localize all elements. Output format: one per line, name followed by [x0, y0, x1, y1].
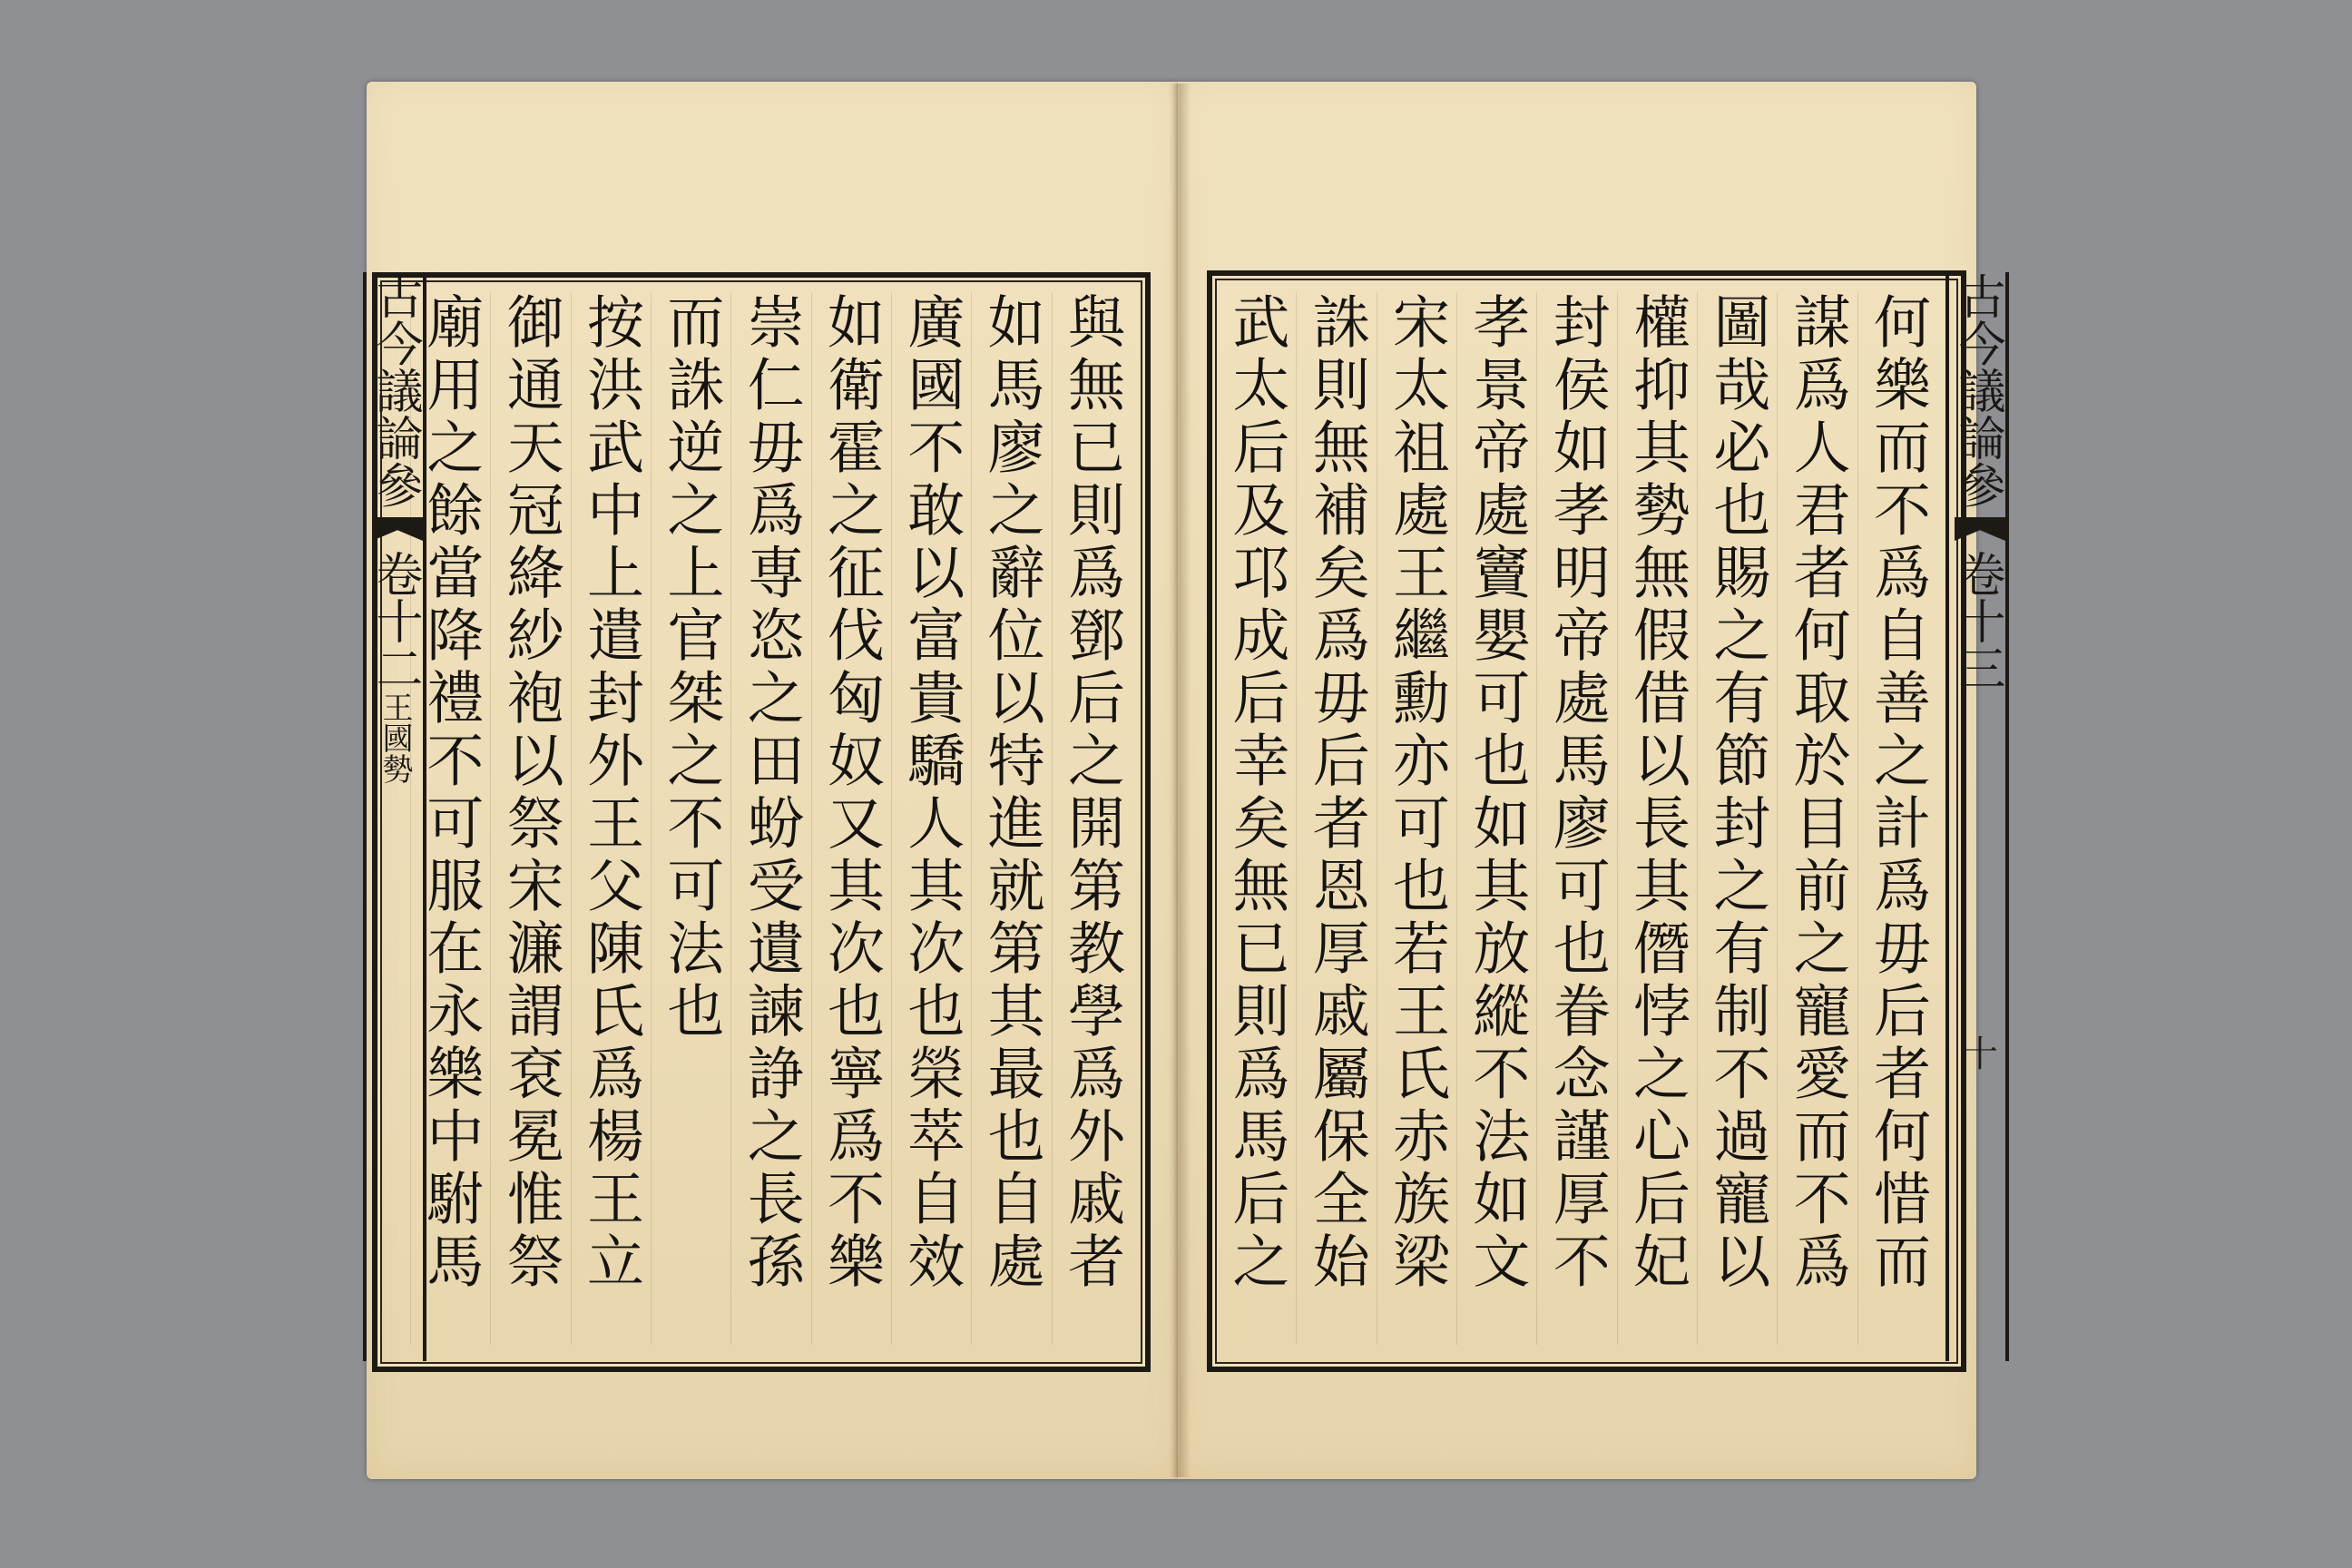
text-column: 御通天冠絳紗袍以祭宋濂謂袞冕惟祭 — [490, 292, 570, 1345]
right-text-columns — [1216, 292, 1937, 1345]
text-column: 孝景帝處竇嬰可也如其放縱不法如文 — [1456, 292, 1536, 1345]
text-column: 權抑其勢無假借以長其僭悖之心后妃 — [1617, 292, 1697, 1345]
text-column: 宋太祖處王繼勳亦可也若王氏赤族梁 — [1377, 292, 1456, 1345]
text-column: 廟用之餘當降禮不可服在永樂中駙馬 — [410, 292, 490, 1345]
right-margin-column — [1945, 272, 2009, 1361]
fishtail-mark-icon — [1955, 517, 2005, 541]
right-margin-title: 古今議論參 — [1950, 272, 2004, 508]
text-column: 圖哉必也賜之有節封之有制不過寵以 — [1697, 292, 1777, 1345]
text-column: 而誅逆之上官桀之不可法也 — [651, 292, 730, 1345]
text-column: 武太后及邛成后幸矣無已則爲馬后之 — [1216, 292, 1296, 1345]
text-column: 崇仁毋爲専恣之田蚡受遺諫諍之長孫 — [730, 292, 810, 1345]
left-margin-section: 王國勢 — [377, 691, 413, 784]
left-text-columns — [410, 292, 1132, 1345]
page-number: 十 — [1962, 1034, 1998, 1075]
book-spine — [1169, 83, 1191, 1477]
text-column: 何樂而不爲自善之計爲毋后者何惜而 — [1857, 292, 1937, 1345]
text-column: 謀爲人君者何取於目前之寵愛而不爲 — [1777, 292, 1857, 1345]
left-margin-volume: 卷十二 — [368, 550, 422, 691]
text-column: 廣國不敢以富貴驕人其次也榮萃自效 — [891, 292, 971, 1345]
text-column: 封侯如孝明帝處馬廖可也眷念謹厚不 — [1536, 292, 1616, 1345]
right-margin-volume: 卷十三 — [1950, 550, 2004, 691]
text-column: 按洪武中上遣封外王父陳氏爲楊王立 — [571, 292, 651, 1345]
text-column: 如衛霍之征伐匈奴又其次也寧爲不樂 — [811, 292, 891, 1345]
left-margin-title: 古今議論參 — [368, 272, 422, 508]
text-column: 與無已則爲鄧后之開第教學爲外戚者 — [1052, 292, 1132, 1345]
text-column: 如馬廖之辭位以特進就第其最也自處 — [971, 292, 1051, 1345]
text-column: 誅則無補矣爲毋后者恩厚戚屬保全始 — [1296, 292, 1376, 1345]
